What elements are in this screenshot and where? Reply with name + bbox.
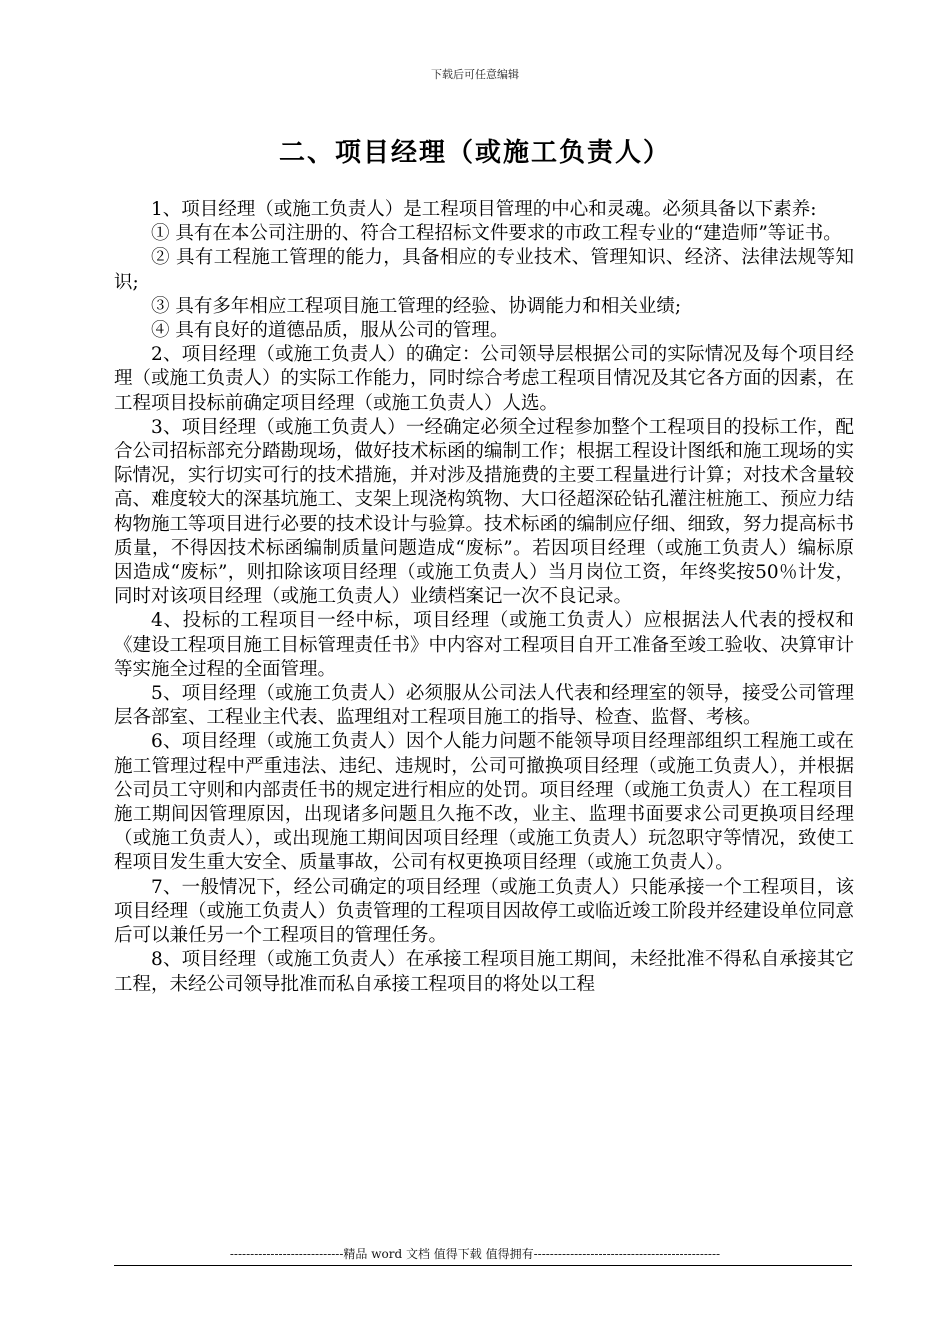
- footer-divider: [114, 1265, 852, 1266]
- paragraph: ① 具有在本公司注册的、符合工程招标文件要求的市政工程专业的“建造师”等证书。: [151, 223, 842, 245]
- paragraph: ③ 具有多年相应工程项目施工管理的经验、协调能力和相关业绩;: [151, 295, 682, 317]
- paragraph: 5、项目经理（或施工负责人）必须服从公司法人代表和经理室的领导，接受公司管理层各部室、工程业主代表、监理组对工程项目施工的指导、检查、监督、考核。: [114, 683, 854, 729]
- header-note: 下载后可任意编辑: [431, 68, 519, 81]
- paragraph: 8、项目经理（或施工负责人）在承接工程项目施工期间，未经批准不得私自承接其它工程，未经公司领导批准而私自承接工程项目的将处以工程: [114, 949, 854, 995]
- paragraph: 3、项目经理（或施工负责人）一经确定必须全过程参加整个工程项目的投标工作，配合公司招标部充分踏勘现场，做好技术标函的编制工作；根据工程设计图纸和施工现场的实际情况，实行切实可行的技术措施，并对涉及措施费的主要工程量进行计算；对技术含量较高、难度较大的深基坑施工、支架上现浇构筑物、大口径超深砼钻孔灌注桩施工、预应力结构物施工等项目进行必要的技术设计与验算。技术标函的编制应仔细、细致，努力提高标书质量，不得因技术标函编制质量问题造成“废标”。若因项目经理（或施工负责人）编标原因造成“废标”，则扣除该项目经理（或施工负责人）当月岗位工资，年终奖按50％计发，同时对该项目经理（或施工负责人）业绩档案记一次不良记录。: [114, 416, 855, 608]
- paragraph: 7、一般情况下，经公司确定的项目经理（或施工负责人）只能承接一个工程项目，该项目经理（或施工负责人）负责管理的工程项目因故停工或临近竣工阶段并经建设单位同意后可以兼任另一个工程项目的管理任务。: [114, 876, 855, 947]
- paragraph: ④ 具有良好的道德品质，服从公司的管理。: [151, 320, 509, 342]
- paragraph: 1、项目经理（或施工负责人）是工程项目管理的中心和灵魂。必须具备以下素养:: [151, 199, 817, 220]
- page-title: 二、项目经理（或施工负责人）: [278, 138, 671, 168]
- document-body: [114, 198, 854, 997]
- paragraph: 4、投标的工程项目一经中标，项目经理（或施工负责人）应根据法人代表的授权和《建设工程项目施工目标管理责任书》中内容对工程项目自开工准备至竣工验收、决算审计等实施全过程的全面管理。: [114, 610, 855, 680]
- paragraph: ② 具有工程施工管理的能力，具备相应的专业技术、管理知识、经济、法律法规等知识;: [114, 247, 854, 293]
- paragraph: 6、项目经理（或施工负责人）因个人能力问题不能领导项目经理部组织工程施工或在施工管理过程中严重违法、违纪、违规时，公司可撤换项目经理（或施工负责人），并根据公司员工守则和内部责任书的规定进行相应的处罚。项目经理（或施工负责人）在工程项目施工期间因管理原因，出现诸多问题且久拖不改，业主、监理书面要求公司更换项目经理（或施工负责人），或出现施工期间因项目经理（或施工负责人）玩忽职守等情况，致使工程项目发生重大安全、质量事故，公司有权更换项目经理（或施工负责人）。: [114, 731, 855, 874]
- footer-text: ----------------------------精品 word 文档 值得下载 值得拥有----------------------------------------------: [229, 1247, 721, 1261]
- paragraph: 2、项目经理（或施工负责人）的确定：公司领导层根据公司的实际情况及每个项目经理（或施工负责人）的实际工作能力，同时综合考虑工程项目情况及其它各方面的因素，在工程项目投标前确定项目经理（或施工负责人）人选。: [114, 344, 855, 414]
